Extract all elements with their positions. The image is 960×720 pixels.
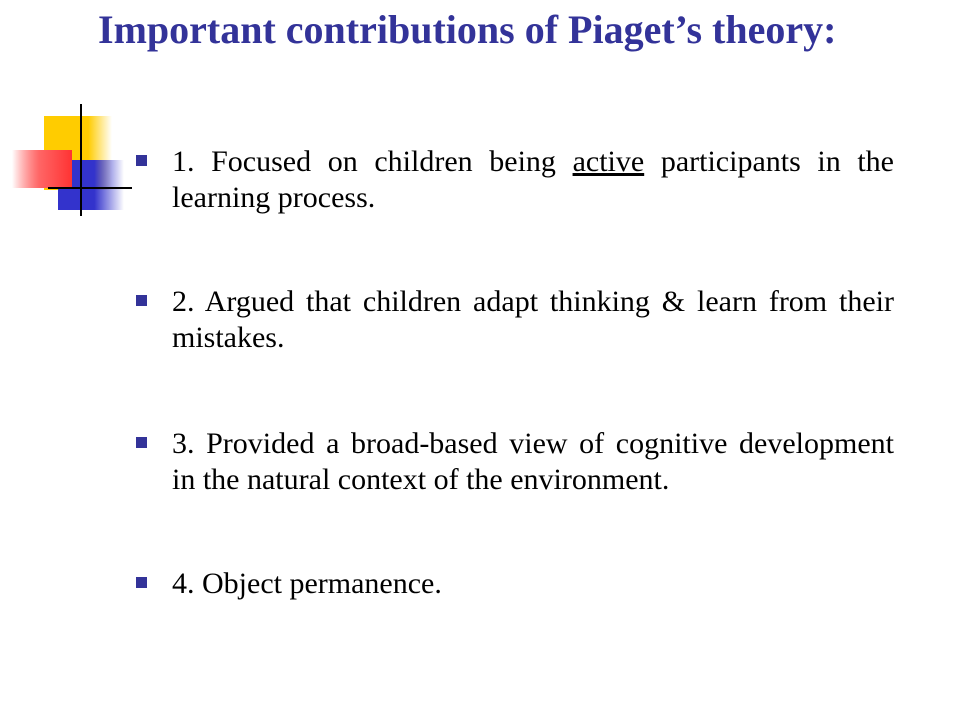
square-bullet-icon	[136, 295, 147, 306]
bullet-2-text: 2. Argued that children adapt thinking & learn from their mistakes.	[172, 285, 894, 354]
red-block	[12, 150, 72, 188]
bullet-item-1	[134, 144, 894, 216]
bullet-list	[134, 144, 894, 602]
bullet-item-2	[134, 284, 894, 356]
bullet-item-3	[134, 426, 894, 498]
slide-title: Important contributions of Piaget’s theory:	[98, 7, 837, 52]
square-bullet-icon	[136, 577, 147, 588]
bullet-1-prefix: 1. Focused on children being	[172, 145, 573, 178]
bullet-4-text: 4. Object permanence.	[172, 567, 442, 600]
bullet-1-suffix: participants in the learning process.	[172, 145, 894, 214]
bullet-item-4	[134, 566, 894, 602]
bullet-1-emphasis: active	[572, 145, 645, 178]
square-bullet-icon	[136, 155, 147, 166]
bullet-3-text: 3. Provided a broad-based view of cognitive development in the natural context of the environment.	[172, 427, 894, 496]
square-bullet-icon	[136, 437, 147, 448]
